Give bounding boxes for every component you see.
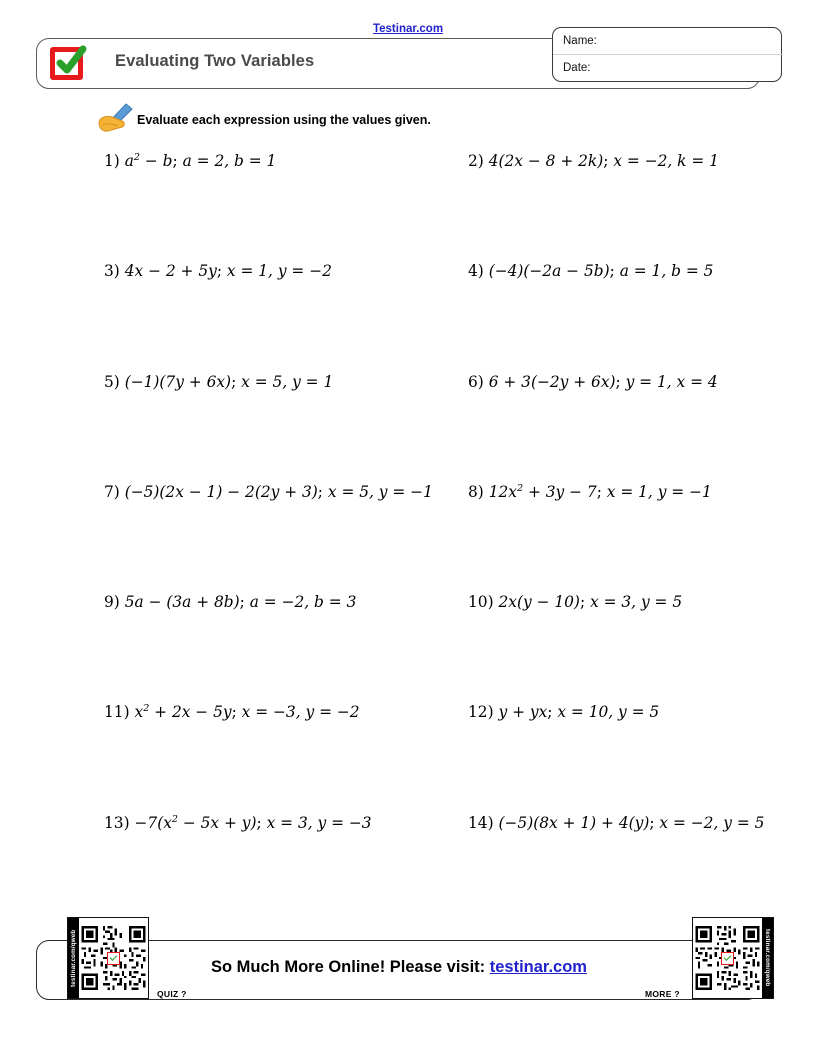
problem-4 bbox=[468, 262, 713, 280]
problem-values: y = 1, x = 4 bbox=[625, 372, 718, 391]
qr-right-image bbox=[693, 918, 762, 998]
problem-number: 4) bbox=[468, 262, 484, 281]
problem-separator: ; bbox=[609, 262, 620, 281]
problem-number: 9) bbox=[104, 593, 120, 612]
problem-values: x = 5, y = −1 bbox=[327, 482, 433, 501]
problem-number: 3) bbox=[104, 262, 120, 281]
problem-number: 11) bbox=[104, 703, 130, 722]
problem-separator: ; bbox=[596, 482, 607, 501]
date-field-label[interactable]: Date: bbox=[563, 62, 591, 74]
problem-values: x = 1, y = −1 bbox=[606, 482, 712, 501]
qr-right-side-text: testinar.com/qweb bbox=[762, 918, 773, 998]
problem-expression: $a^2 - b$ bbox=[124, 151, 173, 170]
site-link-top[interactable]: Testinar.com bbox=[372, 23, 444, 35]
problem-expression: (−1)(7y + 6x) bbox=[124, 372, 232, 391]
qr-left-side-text: testinar.com/qweb bbox=[68, 918, 79, 998]
problem-14 bbox=[468, 814, 764, 832]
problem-number: 5) bbox=[104, 372, 120, 391]
problem-separator: ; bbox=[579, 593, 591, 612]
problem-expression: y + yx bbox=[498, 703, 548, 722]
footer-text-before: So Much More Online! Please visit: bbox=[211, 958, 490, 976]
problem-expression: 4(2x − 8 + 2k) bbox=[488, 152, 604, 170]
problem-2 bbox=[468, 152, 719, 170]
problem-12 bbox=[468, 703, 659, 721]
problem-values: x = 5, y = 1 bbox=[241, 372, 334, 391]
qr-code-quiz[interactable] bbox=[67, 917, 149, 999]
problem-expression: $12x^2 + 3y - 7$ bbox=[488, 482, 597, 501]
problem-separator: ; bbox=[239, 593, 250, 612]
problem-number: 14) bbox=[468, 813, 494, 832]
problem-separator: ; bbox=[256, 813, 267, 832]
problem-3 bbox=[104, 262, 332, 280]
problem-values: a = 2, b = 1 bbox=[182, 152, 277, 170]
problem-separator: ; bbox=[547, 703, 558, 722]
problem-values: a = 1, b = 5 bbox=[619, 262, 714, 281]
problem-number: 7) bbox=[104, 482, 120, 501]
problem-9 bbox=[104, 593, 356, 611]
problem-row bbox=[0, 373, 816, 483]
footer-link[interactable]: testinar.com bbox=[489, 958, 587, 976]
problem-separator: ; bbox=[231, 703, 242, 722]
problem-8 bbox=[468, 483, 712, 501]
problem-13 bbox=[104, 814, 372, 832]
problem-values: x = 3, y = 5 bbox=[590, 593, 683, 612]
problem-values: x = 1, y = −2 bbox=[226, 262, 332, 281]
problem-row bbox=[0, 814, 816, 924]
problem-expression: 6 + 3(−2y + 6x) bbox=[488, 372, 616, 391]
problem-row bbox=[0, 703, 816, 813]
problem-1 bbox=[104, 152, 276, 170]
problem-expression: (−4)(−2a − 5b) bbox=[488, 262, 610, 281]
footer-bar bbox=[36, 929, 771, 1000]
problem-10 bbox=[468, 593, 682, 611]
problem-separator: ; bbox=[317, 482, 328, 501]
problem-values: a = −2, b = 3 bbox=[249, 593, 357, 612]
problem-expression: (−5)(8x + 1) + 4(y) bbox=[498, 813, 650, 832]
problem-separator: ; bbox=[615, 372, 626, 391]
qr-center-badge-icon bbox=[107, 952, 120, 965]
problem-values: x = 3, y = −3 bbox=[266, 813, 372, 832]
problem-row bbox=[0, 262, 816, 372]
problem-expression: (−5)(2x − 1) − 2(2y + 3) bbox=[124, 482, 318, 501]
problem-number: 8) bbox=[468, 482, 484, 501]
problem-values: x = 10, y = 5 bbox=[557, 703, 660, 722]
instruction-row bbox=[96, 103, 696, 135]
problem-number: 2) bbox=[468, 152, 484, 170]
problem-6 bbox=[468, 373, 718, 391]
problem-separator: ; bbox=[216, 262, 227, 281]
problem-values: x = −2, k = 1 bbox=[613, 152, 719, 170]
checkbox-check-icon bbox=[50, 47, 85, 82]
problem-values: x = −2, y = 5 bbox=[659, 813, 765, 832]
page-title: Evaluating Two Variables bbox=[115, 52, 315, 70]
problem-5 bbox=[104, 373, 333, 391]
qr-left-image bbox=[79, 918, 148, 998]
problem-number: 12) bbox=[468, 703, 494, 722]
problem-values: x = −3, y = −2 bbox=[241, 703, 360, 722]
problem-row bbox=[0, 152, 816, 262]
problems-grid bbox=[0, 152, 816, 924]
writing-hand-icon bbox=[96, 103, 138, 133]
problem-number: 13) bbox=[104, 813, 130, 832]
problem-number: 6) bbox=[468, 372, 484, 391]
problem-row bbox=[0, 483, 816, 593]
problem-number: 10) bbox=[468, 593, 494, 612]
problem-expression: $x^2 + 2x - 5y$ bbox=[134, 703, 232, 722]
name-field-label[interactable]: Name: bbox=[553, 28, 783, 55]
problem-expression: 5a − (3a + 8b) bbox=[124, 593, 240, 612]
problem-expression: $-7(x^2 - 5x + y)$ bbox=[134, 813, 257, 832]
problem-expression: 4x − 2 + 5y bbox=[124, 262, 217, 281]
problem-separator: ; bbox=[172, 152, 183, 170]
qr-code-more[interactable] bbox=[692, 917, 774, 999]
name-date-box bbox=[552, 27, 782, 82]
problem-number: 1) bbox=[104, 152, 120, 170]
more-label: MORE ? bbox=[645, 989, 680, 999]
problem-separator: ; bbox=[231, 372, 242, 391]
problem-row bbox=[0, 593, 816, 703]
qr-center-badge-icon bbox=[721, 952, 734, 965]
instruction-text: Evaluate each expression using the values given. bbox=[137, 113, 431, 127]
problem-separator: ; bbox=[649, 813, 660, 832]
problem-7 bbox=[104, 483, 433, 501]
quiz-label: QUIZ ? bbox=[157, 989, 187, 999]
problem-separator: ; bbox=[603, 152, 614, 170]
problem-expression: 2x(y − 10) bbox=[498, 593, 580, 612]
problem-11 bbox=[104, 703, 360, 721]
